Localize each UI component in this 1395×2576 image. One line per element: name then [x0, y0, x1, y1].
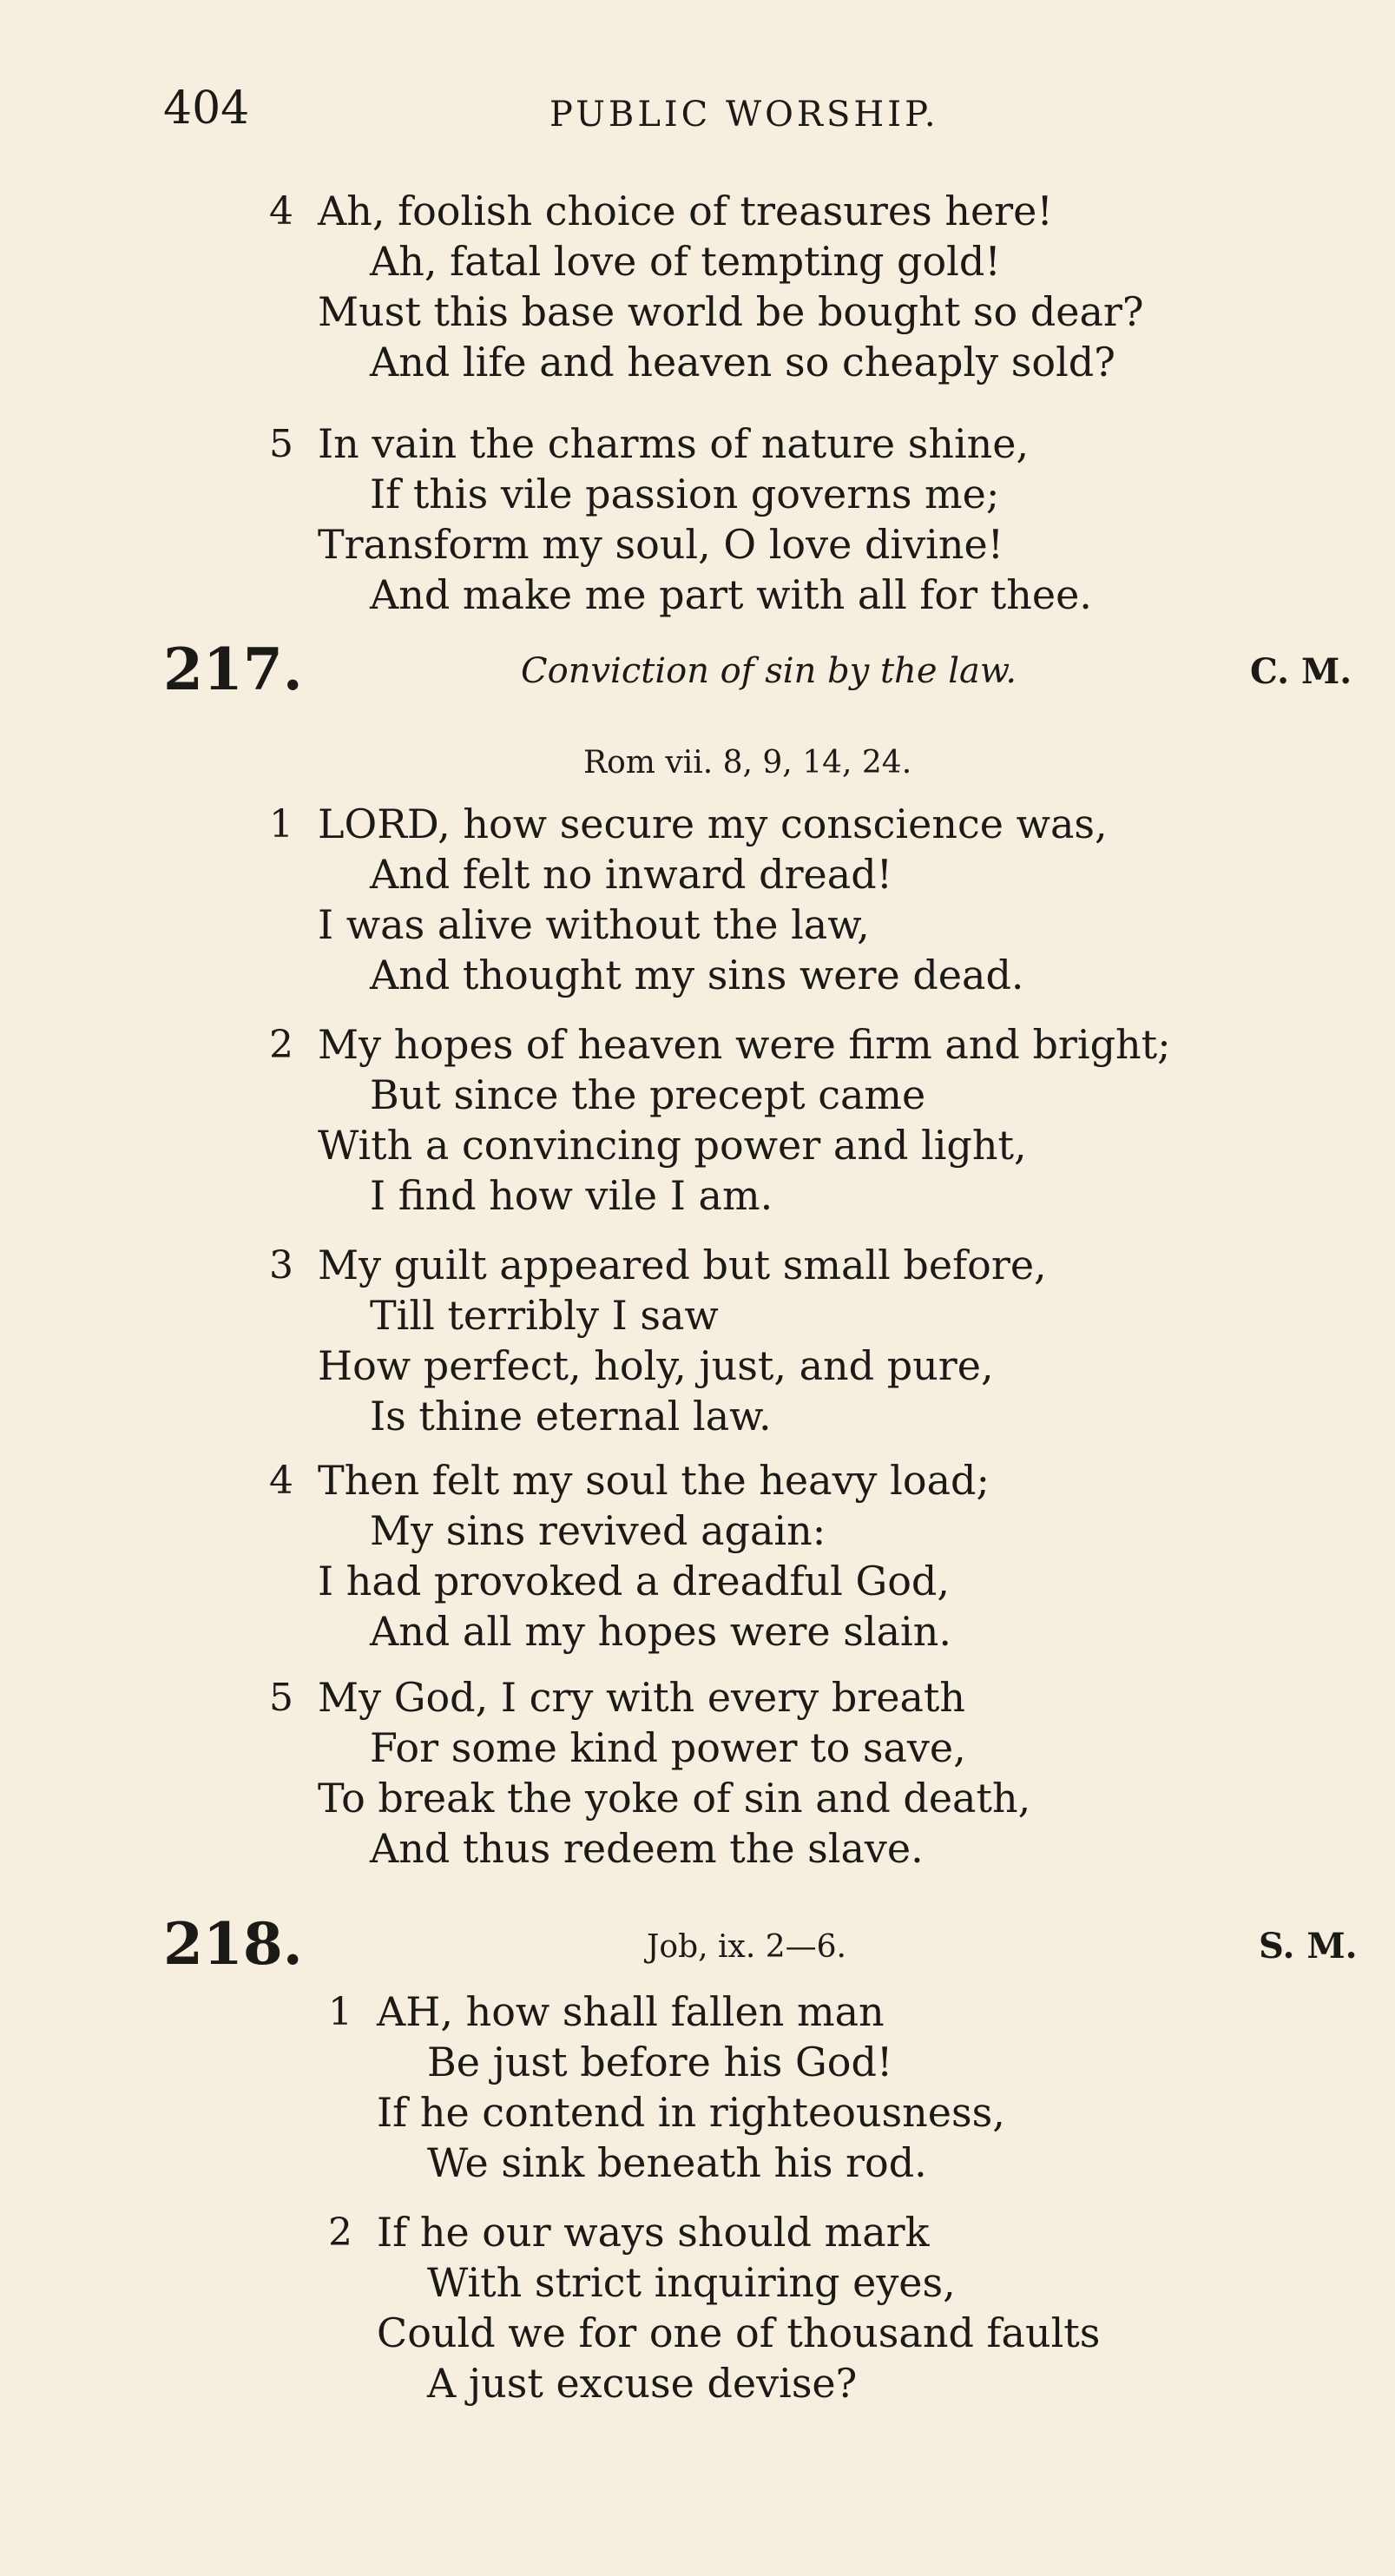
stanza-number: 3	[269, 1243, 293, 1288]
verse-line: We sink beneath his rod.	[427, 2139, 927, 2186]
scripture-reference: Rom vii. 8, 9, 14, 24.	[583, 745, 912, 781]
verse-line: I was alive without the law,	[318, 901, 870, 948]
verse-line: And felt no inward dread!	[370, 851, 893, 898]
verse-line: My guilt appeared but small before,	[318, 1242, 1047, 1288]
verse-line: Ah, foolish choice of treasures here!	[318, 188, 1053, 234]
verse-line: Could we for one of thousand faults	[377, 2309, 1101, 2356]
verse-line: I find how vile I am.	[370, 1172, 773, 1219]
verse-line: Must this base world be bought so dear?	[318, 288, 1144, 335]
verse-line: Till terribly I saw	[370, 1292, 719, 1339]
verse-line: In vain the charms of nature shine,	[318, 420, 1030, 467]
verse-line: To break the yoke of sin and death,	[318, 1775, 1031, 1822]
stanza-number: 5	[269, 422, 293, 466]
scripture-reference: Job, ix. 2—6.	[647, 1929, 846, 1965]
hymn-meter: C. M.	[1250, 651, 1352, 692]
verse-line: LORD, how secure my conscience was,	[318, 800, 1108, 847]
verse-line: AH, how shall fallen man	[377, 1988, 885, 2035]
verse-line: Then felt my soul the heavy load;	[318, 1457, 990, 1504]
verse-line: And make me part with all for thee.	[370, 571, 1092, 618]
verse-line: With a convincing power and light,	[318, 1122, 1027, 1169]
verse-line: My hopes of heaven were firm and bright;	[318, 1021, 1171, 1068]
verse-line: But since the precept came	[370, 1071, 926, 1118]
verse-line: With strict inquiring eyes,	[427, 2259, 956, 2306]
verse-line: A just excuse devise?	[427, 2360, 858, 2407]
verse-line: And life and heaven so cheaply sold?	[370, 339, 1115, 385]
running-title: PUBLIC WORSHIP.	[549, 95, 939, 135]
verse-line: If this vile passion governs me;	[370, 471, 1000, 517]
verse-line: If he our ways should mark	[377, 2209, 930, 2256]
stanza-number: 2	[269, 1023, 293, 1067]
hymn-title: Conviction of sin by the law.	[521, 651, 1017, 691]
verse-line: If he contend in righteousness,	[377, 2089, 1005, 2136]
stanza-number: 4	[269, 189, 293, 234]
stanza-number: 1	[269, 802, 293, 847]
page-number: 404	[163, 82, 250, 135]
verse-line: And thus redeem the slave.	[370, 1825, 924, 1872]
verse-line: And all my hopes were slain.	[370, 1608, 951, 1655]
hymn-number: 217.	[163, 636, 303, 703]
hymn-meter: S. M.	[1259, 1926, 1358, 1967]
verse-line: For some kind power to save,	[370, 1724, 966, 1771]
verse-line: I had provoked a dreadful God,	[318, 1558, 950, 1604]
stanza-number: 2	[328, 2210, 352, 2255]
page-header	[0, 82, 1395, 152]
stanza-number: 1	[328, 1990, 352, 2034]
hymn-number: 218.	[163, 1910, 303, 1978]
verse-line: Is thine eternal law.	[370, 1393, 772, 1440]
stanza-number: 4	[269, 1459, 293, 1503]
verse-line: Transform my soul, O love divine!	[318, 521, 1004, 568]
verse-line: My sins revived again:	[370, 1507, 826, 1554]
verse-line: And thought my sins were dead.	[370, 952, 1024, 998]
verse-line: Be just before his God!	[427, 2039, 893, 2085]
verse-line: How perfect, holy, just, and pure,	[318, 1342, 994, 1389]
stanza-number: 5	[269, 1676, 293, 1720]
verse-line: My God, I cry with every breath	[318, 1674, 966, 1721]
verse-line: Ah, fatal love of tempting gold!	[370, 238, 1001, 285]
